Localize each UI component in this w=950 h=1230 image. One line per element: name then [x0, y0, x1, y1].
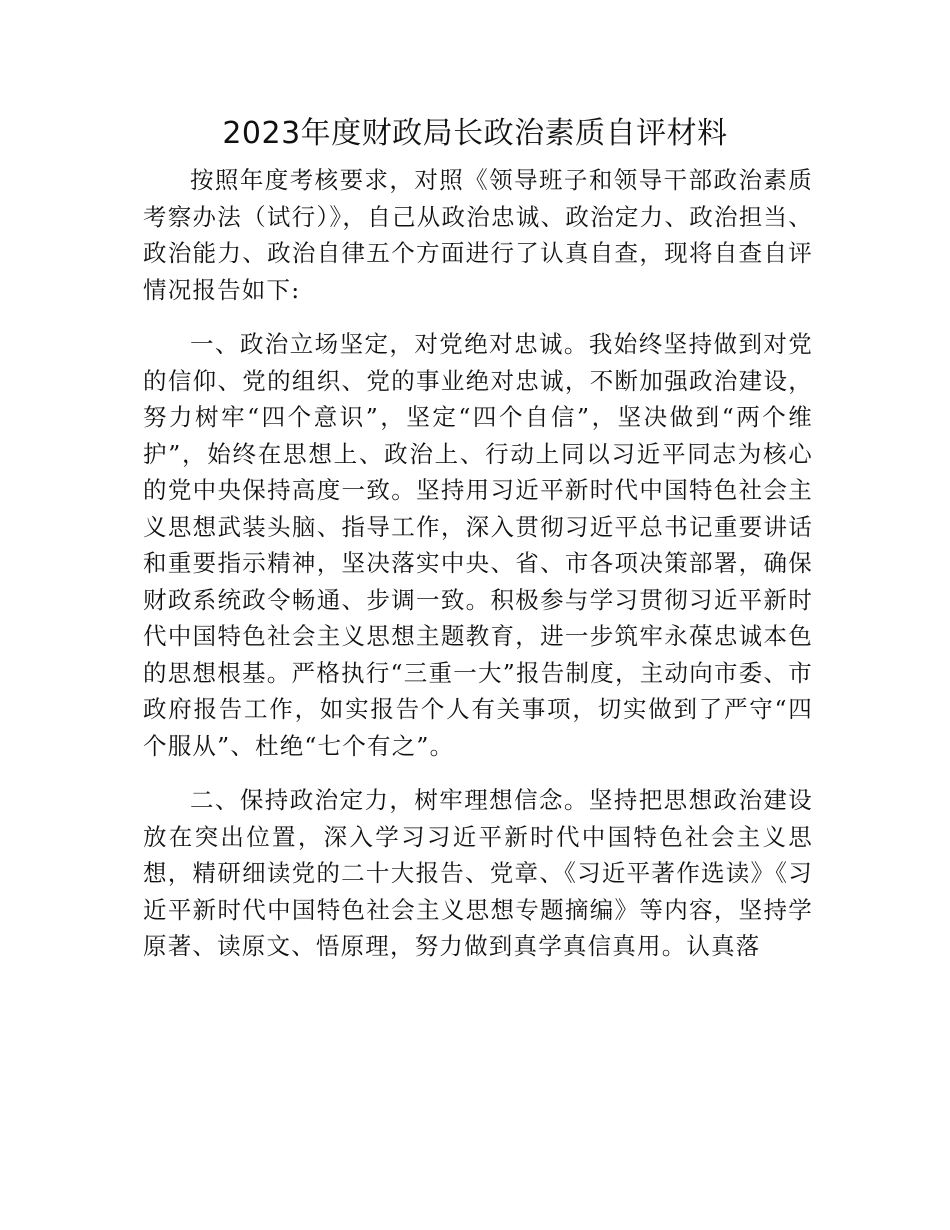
- paragraph-section-1: 一、政治立场坚定，对党绝对忠诚。我始终坚持做到对党的信仰、党的组织、党的事业绝对忠诚，不断加强政治建设，努力树牢“四个意识”，坚定“四个自信”，坚决做到“两个维护”，始终在思想上、政治上、行动上同以习近平同志为核心的党中央保持高度一致。坚持用习近平新时代中国特色社会主义思想武装头脑、指导工作，深入贯彻习近平总书记重要讲话和重要指示精神，坚决落实中央、省、市各项决策部署，确保财政系统政令畅通、步调一致。积极参与学习贯彻习近平新时代中国特色社会主义思想主题教育，进一步筑牢永葆忠诚本色的思想根基。严格执行“三重一大”报告制度，主动向市委、市政府报告工作，如实报告个人有关事项，切实做到了严守“四个服从”、杜绝“七个有之”。: [143, 330, 813, 760]
- document-body: [143, 162, 813, 965]
- document-title: 2023年度财政局长政治素质自评材料: [222, 116, 728, 151]
- paragraph-section-2: 二、保持政治定力，树牢理想信念。坚持把思想政治建设放在突出位置，深入学习习近平新时代中国特色社会主义思想，精研细读党的二十大报告、党章、《习近平著作选读》《习近平新时代中国特色社会主义思想专题摘编》等内容，坚持学原著、读原文、悟原理，努力做到真学真信真用。认真落: [143, 786, 813, 960]
- paragraph-intro: 按照年度考核要求，对照《领导班子和领导干部政治素质考察办法（试行）》，自己从政治忠诚、政治定力、政治担当、政治能力、政治自律五个方面进行了认真自查，现将自查自评情况报告如下:: [143, 166, 813, 304]
